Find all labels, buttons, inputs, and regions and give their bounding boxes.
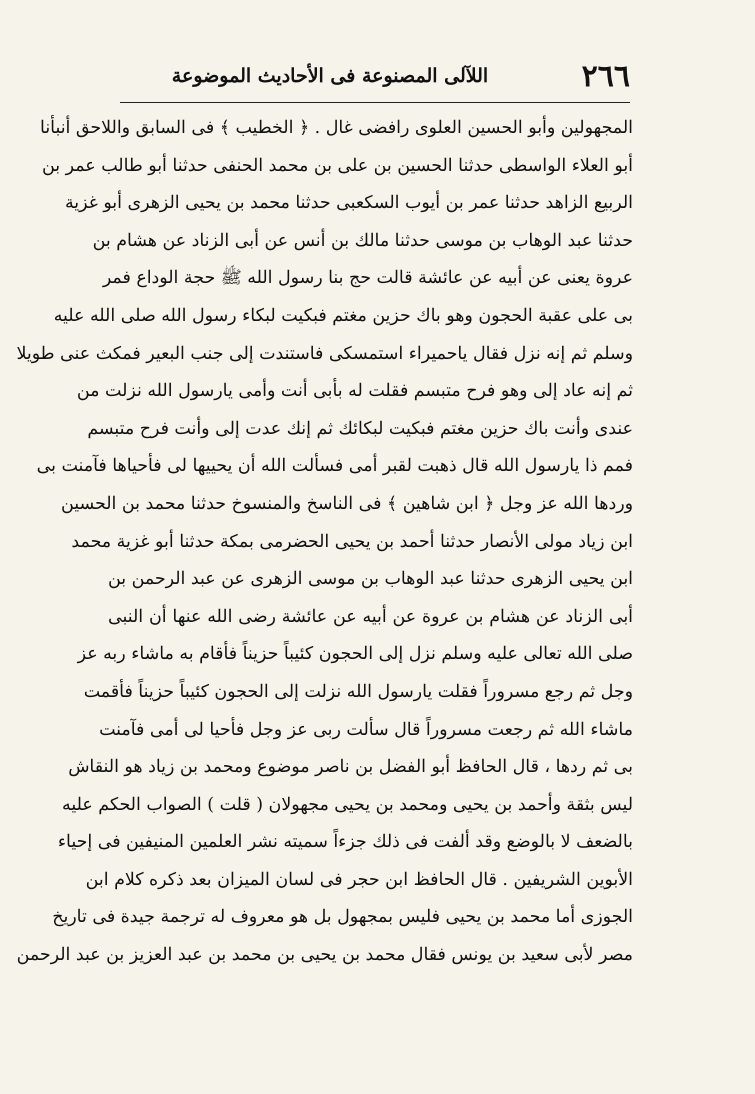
page-number: ٢٦٦ [581, 58, 630, 94]
text-line: بالضعف لا بالوضع وقد ألفت فى ذلك جزءاً سميته نشر العلمين المنيفين فى إحياء [57, 832, 633, 853]
text-line: وجل ثم رجع مسروراً فقلت يارسول الله نزلت إلى الحجون كئيباً حزيناً فأقمت [83, 681, 633, 702]
text-line: فمم ذا يارسول الله قال ذهبت لقبر أمى فسألت الله أن يحييها لى فأحياها فآمنت بى [36, 456, 633, 477]
text-line: أبى الزناد عن هشام بن عروة عن أبيه عن عائشة رضى الله عنها أن النبى [108, 606, 633, 627]
text-line: بى ثم ردها ، قال الحافظ أبو الفضل بن ناصر موضوع ومحمد بن زياد هو النقاش [68, 757, 633, 778]
text-line: أبو العلاء الواسطى حدثنا الحسين بن على بن محمد الحنفى حدثنا أبو طالب عمر بن [42, 155, 633, 176]
text-line: ماشاء الله ثم رجعت مسروراً قال سألت ربى عز وجل فأحيا لى أمى فآمنت [99, 719, 633, 740]
text-line: ابن يحيى الزهرى حدثنا عبد الوهاب بن موسى الزهرى عن عبد الرحمن بن [108, 569, 633, 590]
text-line: المجهولين وأبو الحسين العلوى رافضى غال . ﴿ الخطيب ﴾ فى السابق واللاحق أنبأنا [40, 118, 633, 138]
page-header [120, 54, 630, 98]
text-line: ليس بثقة وأحمد بن يحيى ومحمد بن يحيى مجهولان ( قلت ) الصواب الحكم عليه [62, 794, 633, 815]
text-line: ثم إنه عاد إلى وهو فرح متبسم فقلت له بأبى أنت وأمى يارسول الله نزلت من [76, 381, 633, 402]
text-line: وردها الله عز وجل ﴿ ابن شاهين ﴾ فى الناسخ والمنسوخ حدثنا محمد بن الحسين [61, 493, 633, 514]
body-text [16, 110, 633, 975]
text-line: الجوزى أما محمد بن يحيى فليس بمجهول بل هو معروف له ترجمة جيدة فى تاريخ [52, 907, 633, 928]
text-line: صلى الله تعالى عليه وسلم نزل إلى الحجون كئيباً حزيناً فأقام به ماشاء ربه عز [77, 644, 633, 665]
text-line: عندى وأنت باك حزين مغتم فبكيت لبكائك ثم إنك عدت إلى وأنت فرح متبسم [87, 418, 633, 439]
text-line: وسلم ثم إنه نزل فقال ياحميراء استمسكى فاستندت إلى جنب البعير فمكث عنى طويلا [16, 343, 633, 364]
text-line: ابن زياد مولى الأنصار حدثنا أحمد بن يحيى الحضرمى بمكة حدثنا أبو غزية محمد [71, 531, 633, 552]
text-line: بى على عقبة الحجون وهو باك حزين مغتم فبكيت لبكاء رسول الله صلى الله عليه [53, 305, 633, 326]
text-line: الأبوين الشريفين . قال الحافظ ابن حجر فى لسان الميزان بعد ذكره كلام ابن [85, 869, 633, 890]
text-line: مصر لأبى سعيد بن يونس فقال محمد بن يحيى بن محمد بن عبد العزيز بن عبد الرحمن [16, 945, 633, 966]
header-rule [120, 102, 630, 103]
text-line: عروة يعنى عن أبيه عن عائشة قالت حج بنا رسول الله ﷺ حجة الوداع فمر [102, 268, 633, 289]
running-title: اللآلى المصنوعة فى الأحاديث الموضوعة [171, 65, 489, 87]
text-line: حدثنا عبد الوهاب بن موسى حدثنا مالك بن أنس عن أبى الزناد عن هشام بن [92, 230, 633, 251]
text-line: الربيع الزاهد حدثنا عمر بن أيوب السكعبى حدثنا محمد بن يحيى الزهرى أبو غزية [64, 193, 633, 214]
